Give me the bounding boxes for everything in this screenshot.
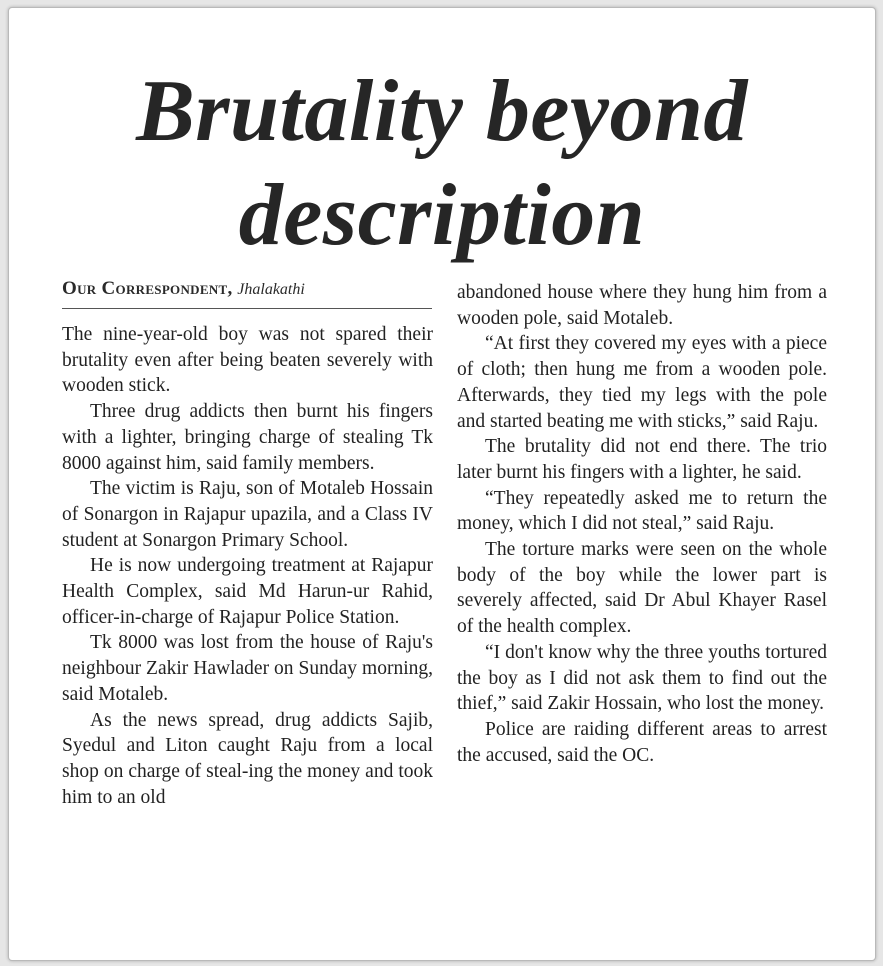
- paragraph: Tk 8000 was lost from the house of Raju's neighbour Zakir Hawlader on Sunday morning, said Motaleb.: [62, 632, 433, 705]
- paragraph: The brutality did not end there. The trio later burnt his fingers with a lighter, he said.: [457, 436, 827, 483]
- byline: [62, 278, 432, 309]
- paragraph: “They repeatedly asked me to return the money, which I did not steal,” said Raju.: [457, 487, 827, 535]
- paragraph: abandoned house where they hung him from a wooden pole, said Motaleb.: [457, 282, 827, 329]
- paragraph: As the news spread, drug addicts Sajib, Syedul and Liton caught Raju from a local shop on charge of steal-ing the money and took him to an old: [62, 709, 433, 808]
- headline: [9, 60, 875, 268]
- paragraph: “At first they covered my eyes with a piece of cloth; then hung me from a wooden pole. Afterwards, they tied my legs with the pole and started beating me with sticks,” said Raju.: [457, 333, 827, 432]
- byline-correspondent: Our Correspondent,: [62, 278, 233, 299]
- paragraph: Police are raiding different areas to arrest the accused, said the OC.: [457, 718, 827, 766]
- newspaper-clipping: [8, 7, 876, 961]
- byline-place: Jhalakathi: [237, 281, 305, 298]
- headline-line-1: Brutality beyond: [136, 63, 748, 160]
- headline-line-2: description: [238, 167, 646, 264]
- paragraph: “I don't know why the three youths tortured the boy as I did not ask them to find out the thief,” said Zakir Hossain, who lost the money.: [457, 641, 827, 715]
- paragraph: Three drug addicts then burnt his fingers with a lighter, bringing charge of stealing Tk 8000 against him, said family members.: [62, 401, 433, 474]
- article-column-1: [62, 322, 433, 810]
- paragraph: He is now undergoing treatment at Rajapur Health Complex, said Md Harun-ur Rahid, officer-in-charge of Rajapur Police Station.: [62, 555, 433, 628]
- paragraph: The torture marks were seen on the whole body of the boy while the lower part is severely affected, said Dr Abul Khayer Rasel of the health complex.: [457, 539, 827, 638]
- paragraph: The nine-year-old boy was not spared their brutality even after being beaten severely with wooden stick.: [62, 324, 433, 397]
- paragraph: The victim is Raju, son of Motaleb Hossain of Sonargon in Rajapur upazila, and a Class IV student at Sonargon Primary School.: [62, 478, 433, 551]
- article-column-2: [457, 280, 827, 768]
